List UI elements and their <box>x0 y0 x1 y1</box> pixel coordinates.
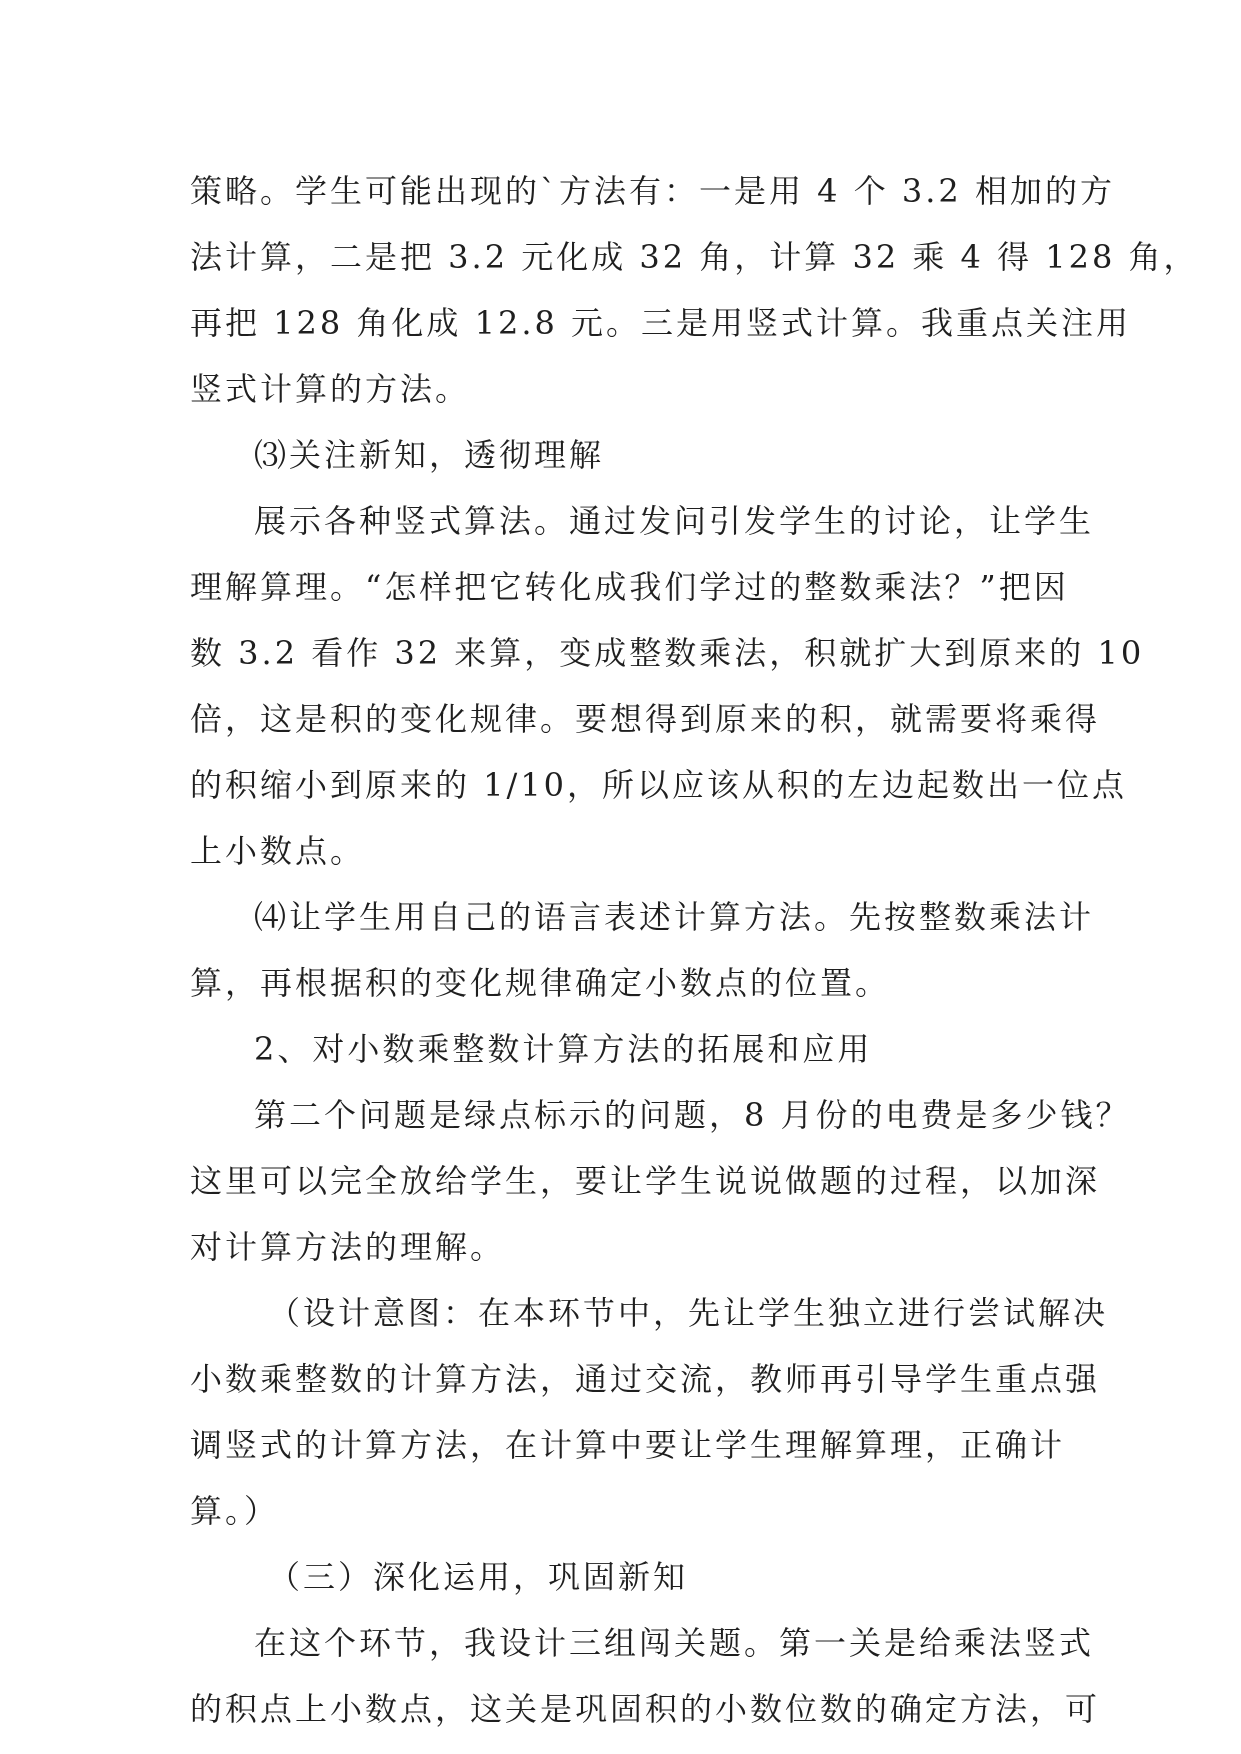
design-note-line: 小数乘整数的计算方法，通过交流，教师再引导学生重点强 <box>190 1360 1101 1398</box>
text-line: 再把 128 角化成 12.8 元。三是用竖式计算。我重点关注用 <box>190 304 1132 342</box>
design-note-line: 算。） <box>190 1492 280 1530</box>
text-line: 上小数点。 <box>190 832 366 870</box>
text-line: 算，再根据积的变化规律确定小数点的位置。 <box>190 964 891 1002</box>
section-heading: （三）深化运用，巩固新知 <box>268 1558 689 1596</box>
text-line: 的积缩小到原来的 1/10，所以应该从积的左边起数出一位点 <box>190 766 1128 804</box>
text-line: 展示各种竖式算法。通过发问引发学生的讨论，让学生 <box>254 502 1095 540</box>
design-note-line: （设计意图：在本环节中，先让学生独立进行尝试解决 <box>268 1294 1109 1332</box>
text-line: 竖式计算的方法。 <box>190 370 471 408</box>
text-line: 理解算理。“怎样把它转化成我们学过的整数乘法？”把因 <box>190 568 1069 606</box>
text-line: 法计算，二是把 3.2 元化成 32 角，计算 32 乘 4 得 128 角， <box>190 238 1199 276</box>
section-heading: 2、对小数乘整数计算方法的拓展和应用 <box>254 1030 873 1068</box>
text-line: 倍，这是积的变化规律。要想得到原来的积，就需要将乘得 <box>190 700 1101 738</box>
section-heading: ⑶关注新知，透彻理解 <box>254 436 605 474</box>
text-line: 对计算方法的理解。 <box>190 1228 506 1266</box>
text-line: 的积点上小数点，这关是巩固积的小数位数的确定方法，可 <box>190 1690 1101 1728</box>
design-note-line: 调竖式的计算方法，在计算中要让学生理解算理，正确计 <box>190 1426 1066 1464</box>
text-line: 这里可以完全放给学生，要让学生说说做题的过程，以加深 <box>190 1162 1101 1200</box>
text-line: 数 3.2 看作 32 来算，变成整数乘法，积就扩大到原来的 10 <box>190 634 1145 672</box>
text-line: 第二个问题是绿点标示的问题，8 月份的电费是多少钱？ <box>254 1096 1131 1134</box>
text-line: 在这个环节，我设计三组闯关题。第一关是给乘法竖式 <box>254 1624 1095 1662</box>
text-line: 策略。学生可能出现的`方法有：一是用 4 个 3.2 相加的方 <box>190 172 1115 210</box>
text-line: ⑷让学生用自己的语言表述计算方法。先按整数乘法计 <box>254 898 1095 936</box>
document-body <box>190 158 1199 1742</box>
